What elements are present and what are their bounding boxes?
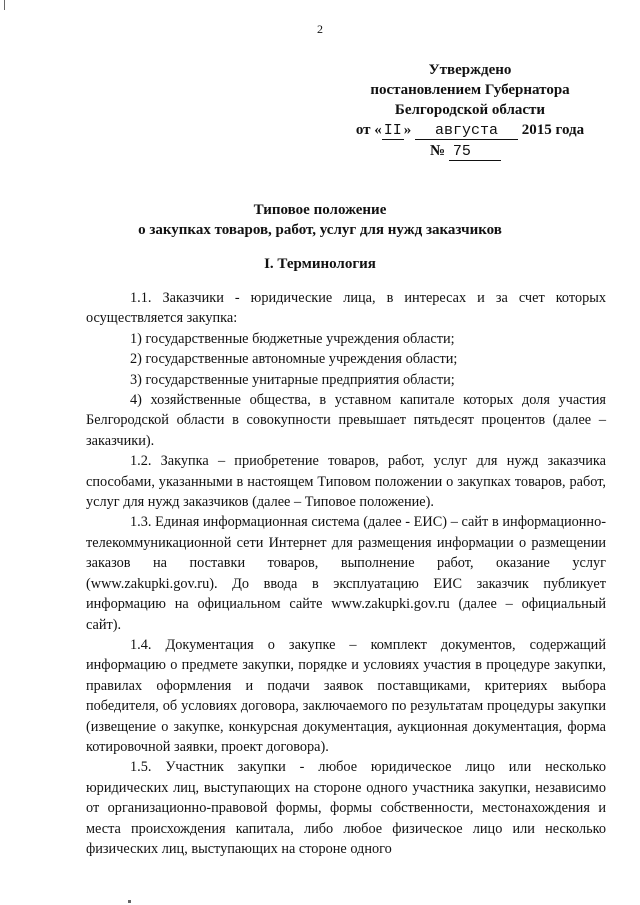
approval-number: 75	[449, 143, 501, 161]
document-title	[0, 200, 640, 240]
date-prefix: от «	[355, 122, 382, 138]
document-body	[86, 288, 606, 859]
paragraph: 1) государственные бюджетные учреждения области;	[130, 330, 455, 347]
date-month: августа	[415, 122, 518, 140]
approval-line-1: Утверждено	[428, 62, 512, 78]
paragraph: 4) хозяйственные общества, в уставном капитале которых доля участия Белгородской области в совокупности превышает пятьдесят процентов (далее – заказчики).	[86, 392, 606, 449]
page-number: 2	[317, 22, 323, 36]
approval-block	[340, 60, 600, 162]
approval-line-3: Белгородской области	[394, 102, 546, 118]
number-prefix: №	[430, 143, 446, 159]
paragraph: 1.4. Документация о закупке – комплект документов, содержащий информацию о предмете закупки, порядке и условиях участия в процедуре закупки, правилах оформления и подачи заявок поставщиками, критериях выбора победителя, об условиях договора, заключаемого по результатам процедуры закупки (извещение о закупке, конкурсная документация, аукционная документация, форма котировочной заявки, проект договора).	[86, 636, 606, 755]
scan-mark-bottom	[128, 900, 131, 903]
section-heading: I. Терминология	[264, 256, 376, 272]
paragraph: 3) государственные унитарные предприятия области;	[130, 371, 455, 388]
approval-number-line	[340, 141, 600, 162]
scan-mark-top-left	[4, 0, 5, 10]
title-line-1: Типовое положение	[253, 202, 387, 218]
paragraph: 1.5. Участник закупки - любое юридическое лицо или несколько юридических лиц, выступающих на стороне одного участника закупки, независимо от организационно-правовой формы, формы собственности, местонахождения и места происхождения капитала, либо любое физическое лицо или несколько физических лиц, выступающих на стороне одного	[86, 759, 606, 857]
approval-date-line	[340, 120, 600, 141]
paragraph: 1.1. Заказчики - юридические лица, в интересах и за счет которых осуществляется закупка:	[86, 290, 606, 327]
date-year: 2015 года	[521, 122, 585, 138]
paragraph: 1.2. Закупка – приобретение товаров, работ, услуг для нужд заказчика способами, указанными в настоящем Типовом положении о закупках товаров, работ, услуг для нужд заказчиков (далее – Типовое положение).	[86, 453, 606, 511]
approval-line-2: постановлением Губернатора	[370, 82, 570, 98]
title-line-2: о закупках товаров, работ, услуг для нужд заказчиков	[138, 222, 502, 238]
date-day-suffix: »	[403, 122, 412, 138]
date-day: II	[383, 122, 402, 139]
paragraph: 2) государственные автономные учреждения области;	[130, 351, 458, 368]
paragraph: 1.3. Единая информационная система (далее - ЕИС) – сайт в информационно-телекоммуникационной сети Интернет для размещения информации о размещении заказов на поставки товаров, выполнение работ, оказание услуг (www.zakupki.gov.ru). До ввода в эксплуатацию ЕИС заказчик публикует информацию на официальном сайте www.zakupki.gov.ru (далее – официальный сайт).	[86, 514, 606, 633]
